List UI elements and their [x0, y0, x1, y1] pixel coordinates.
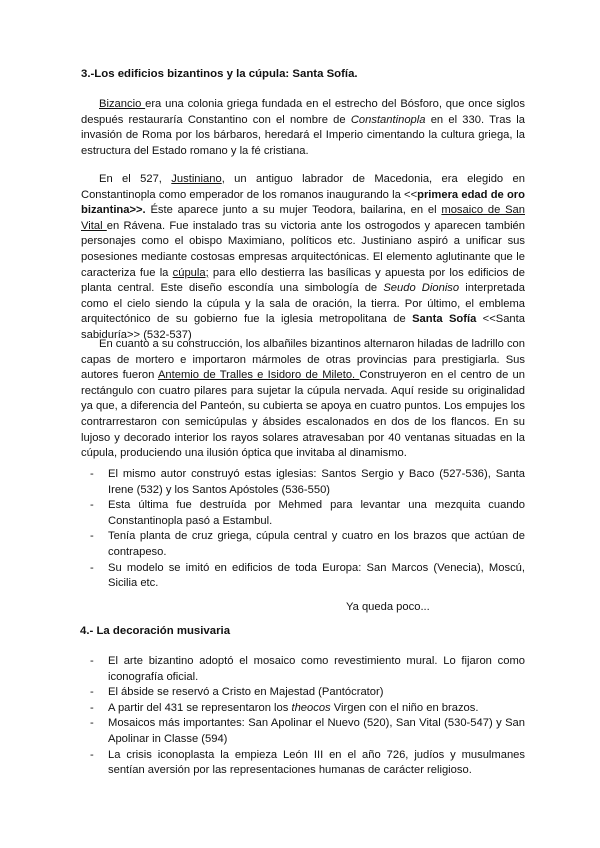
list-item: - El ábside se reservó a Cristo en Majestad (Pantócrator) — [81, 685, 525, 701]
paragraph-bizancio: Bizancio era una colonia griega fundada en el estrecho del Bósforo, que once siglos después restauraría Constantino con el nombre de Constantinopla en el 330. Tras la invasión de Roma por los bárbaros, heredará el Imperio cimentando la cultura griega, la estructura del Estado romano y la fé cristiana. — [81, 98, 525, 157]
link-bizancio[interactable]: Bizancio — [99, 98, 146, 110]
link-antemio-isidoro[interactable]: Antemio de Tralles e Isidoro de Mileto. — [157, 369, 360, 382]
list-item: - Tenía planta de cruz griega, cúpula central y cuatro en los brazos que actúan de contrapeso. — [81, 529, 525, 560]
section-3-bullet-list — [81, 467, 525, 592]
section-4-title: 4.- La decoración musivaria — [80, 625, 231, 637]
section-3-title: 3.-Los edificios bizantinos y la cúpula: Santa Sofía. — [81, 68, 358, 80]
paragraph-justiniano: En el 527, Justiniano, un antiguo labrador de Macedonia, era elegido en Constantinopla como emperador de los romanos inaugurando la <<primera edad de oro bizantina>>. Éste aparece junto a su mujer Teodora, bailarina, en el mosaico de San Vital en Rávena. Fue instalado tras su victoria ante los ostrogodos y aparecen también personajes como el obispo Maximiano, políticos etc. Justiniano aspiró a unificar sus posesiones mediante costosas empresas arquitectónicas. El elemento aglutinante que le caracteriza fue la cúpula; para ello destierra las basílicas y apuesta por los edificios de planta central. Este diseño escondía una simbología de Seudo Dioniso interpretada como el cielo siendo la cúpula y la sala de oración, la tierra. Por último, el emblema arquitectónico de su gobierno fue la iglesia metropolitana de Santa Sofía <<Santa sabiduría>> (532-537) — [81, 173, 526, 341]
link-cupula[interactable]: cúpula; — [172, 266, 209, 279]
closing-note: Ya queda poco... — [346, 601, 430, 613]
list-item: - Mosaicos más importantes: San Apolinar el Nuevo (520), San Vital (530-547) y San Apolinar in Classe (594) — [81, 716, 525, 747]
paragraph-construccion: En cuanto a su construcción, los albañiles bizantinos alternaron hiladas de ladrillo con capas de mortero e importaron mármoles de otras provincias para prestigiarla. Sus autores fueron Antemio de Tralles e Isidoro de Mileto. Construyeron en el centro de un rectángulo con cuatro pilares para sujetar la cúpula nervada. Aquí reside su originalidad ya que, a diferencia del Panteón, su cubierta se apoya en cuatro puntos. Los empujes los contrarrestaron con semicúpulas y ábsides escalonados en dos de los flancos. En su lujoso y decorado interior los rayos solares atravesaban por 40 ventanas situadas en la cúpula, produciendo una ilusión óptica que invitaba al dinamismo. — [81, 338, 526, 460]
list-item: - A partir del 431 se representaron los theocos Virgen con el niño en brazos. — [81, 701, 525, 717]
list-item: - Su modelo se imitó en edificios de toda Europa: San Marcos (Venecia), Moscú, Sicilia etc. — [81, 561, 525, 592]
section-4-bullet-list — [81, 654, 525, 779]
link-mosaico-san-vital[interactable]: mosaico de San Vital — [81, 204, 525, 232]
link-justiniano[interactable]: Justiniano — [171, 173, 222, 185]
list-item: - La crisis iconoplasta la empieza León III en el año 726, judíos y musulmanes sentían aversión por las representaciones humanas de carácter religioso. — [81, 748, 525, 779]
list-item: - Esta última fue destruída por Mehmed para levantar una mezquita cuando Constantinopla pasó a Estambul. — [81, 498, 525, 529]
list-item: - El arte bizantino adoptó el mosaico como revestimiento mural. Lo fijaron como iconografía oficial. — [81, 654, 525, 685]
list-item: - El mismo autor construyó estas iglesias: Santos Sergio y Baco (527-536), Santa Irene (532) y los Santos Apóstoles (536-550) — [81, 467, 525, 498]
